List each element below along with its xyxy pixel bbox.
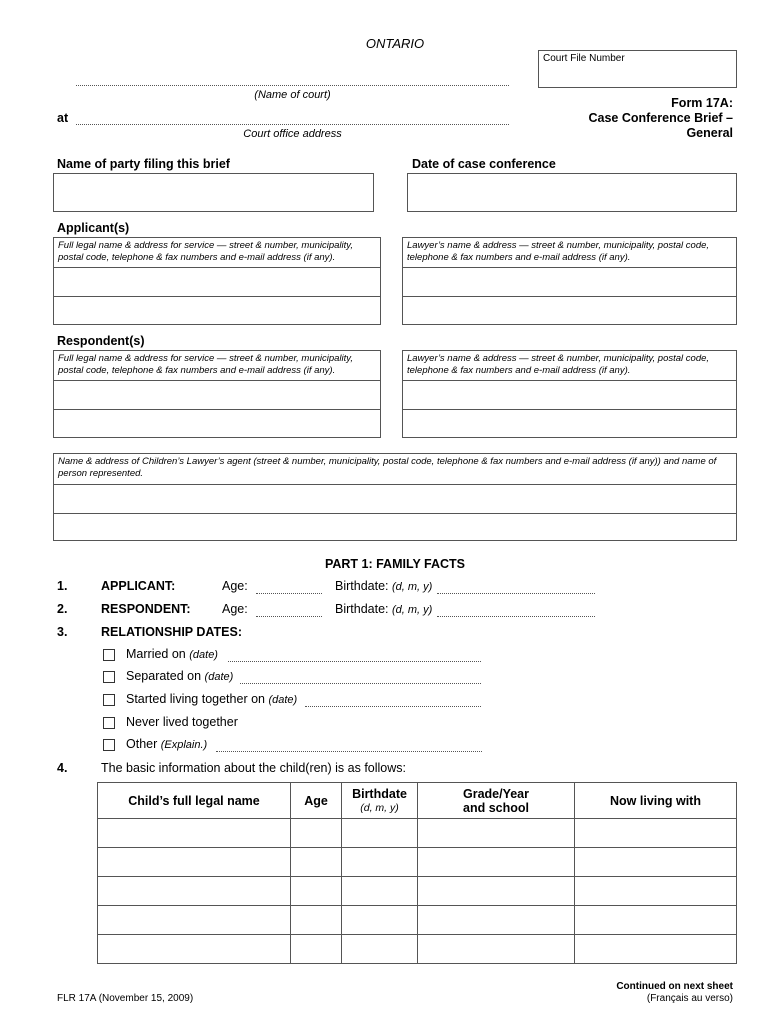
- item-2-number: 2.: [57, 602, 68, 616]
- table-cell[interactable]: [291, 848, 342, 877]
- table-cell[interactable]: [575, 848, 737, 877]
- court-file-number-field[interactable]: [538, 50, 737, 88]
- court-office-caption: Court office address: [243, 128, 342, 140]
- living-with-header: Now living with: [575, 783, 737, 819]
- table-cell[interactable]: [291, 819, 342, 848]
- table-cell[interactable]: [98, 819, 291, 848]
- applicant-label: APPLICANT:: [101, 579, 176, 593]
- separated-date-line[interactable]: [240, 683, 481, 684]
- item-4-number: 4.: [57, 761, 68, 775]
- married-checkbox[interactable]: [103, 649, 115, 661]
- table-cell[interactable]: [98, 848, 291, 877]
- respondent-label: RESPONDENT:: [101, 602, 191, 616]
- table-cell[interactable]: [575, 877, 737, 906]
- birthdate-header: Birthdate (d, m, y): [342, 783, 418, 819]
- children-table-header: [98, 783, 737, 819]
- table-cell[interactable]: [98, 906, 291, 935]
- table-cell[interactable]: [291, 906, 342, 935]
- table-cell[interactable]: [98, 935, 291, 964]
- form-id: FLR 17A (November 15, 2009): [57, 993, 194, 1004]
- court-file-number-label: Court File Number: [543, 53, 625, 64]
- form-number: Form 17A:: [671, 96, 733, 110]
- table-cell[interactable]: [418, 935, 575, 964]
- childrens-lawyer-box[interactable]: [53, 453, 737, 541]
- living-together-label: Started living together on (date): [126, 692, 298, 706]
- table-cell[interactable]: [418, 848, 575, 877]
- respondent-birthdate-label: Birthdate: (d, m, y): [335, 602, 433, 616]
- children-table: [97, 782, 737, 964]
- table-cell[interactable]: [342, 877, 418, 906]
- applicant-age-line[interactable]: [256, 593, 322, 594]
- form-title-line-1: Case Conference Brief –: [588, 111, 733, 125]
- other-label: Other (Explain.): [126, 737, 208, 751]
- respondent-lawyer-box[interactable]: [402, 350, 737, 438]
- table-cell[interactable]: [291, 935, 342, 964]
- respondent-lawyer-hint: Lawyer’s name & address — street & number, municipality, postal code, telephone & fax numbers and e-mail address (if any).: [407, 353, 710, 376]
- table-cell[interactable]: [575, 819, 737, 848]
- case-conference-date-field[interactable]: [407, 173, 737, 212]
- applicant-age-label: Age:: [222, 579, 248, 593]
- table-cell[interactable]: [418, 819, 575, 848]
- child-name-header: Child’s full legal name: [98, 783, 291, 819]
- table-cell[interactable]: [575, 906, 737, 935]
- table-row: [98, 848, 737, 877]
- respondent-age-line[interactable]: [256, 616, 322, 617]
- applicant-party-hint: Full legal name & address for service — street & number, municipality, postal code, telephone & fax numbers and e-mail address (if any).: [58, 240, 353, 263]
- age-header: Age: [291, 783, 342, 819]
- table-row: [98, 935, 737, 964]
- item-1-number: 1.: [57, 579, 68, 593]
- continued-note: Continued on next sheet: [616, 981, 733, 992]
- table-cell[interactable]: [342, 935, 418, 964]
- table-cell[interactable]: [291, 877, 342, 906]
- relationship-dates-label: RELATIONSHIP DATES:: [101, 625, 242, 639]
- other-explain-line[interactable]: [216, 751, 482, 752]
- applicant-lawyer-hint: Lawyer’s name & address — street & number, municipality, postal code, telephone & fax numbers and e-mail address (if any).: [407, 240, 710, 263]
- form-title-line-2: General: [686, 126, 733, 140]
- table-cell[interactable]: [342, 819, 418, 848]
- childrens-lawyer-hint: Name & address of Children’s Lawyer’s agent (street & number, municipality, postal code, telephone & fax numbers and e-mail address (if any)) and name of person represented.: [58, 456, 717, 479]
- table-row: [98, 906, 737, 935]
- other-checkbox[interactable]: [103, 739, 115, 751]
- item-3-number: 3.: [57, 625, 68, 639]
- never-lived-together-label: Never lived together: [126, 715, 238, 729]
- case-conference-date-label: Date of case conference: [412, 157, 556, 171]
- name-of-court-caption: (Name of court): [254, 89, 331, 101]
- respondent-birthdate-line[interactable]: [437, 616, 595, 617]
- part1-title: PART 1: FAMILY FACTS: [324, 557, 466, 571]
- table-row: [98, 819, 737, 848]
- applicant-party-box[interactable]: [53, 237, 381, 325]
- court-office-address-line[interactable]: [76, 124, 509, 125]
- respondent-age-label: Age:: [222, 602, 248, 616]
- children-intro: The basic information about the child(ren) is as follows:: [101, 761, 407, 775]
- separated-label: Separated on (date): [126, 669, 234, 683]
- never-lived-together-checkbox[interactable]: [103, 717, 115, 729]
- applicants-heading: Applicant(s): [57, 221, 130, 235]
- respondents-heading: Respondent(s): [57, 334, 145, 348]
- grade-school-header: Grade/Year and school: [418, 783, 575, 819]
- separated-checkbox[interactable]: [103, 671, 115, 683]
- respondent-party-box[interactable]: [53, 350, 381, 438]
- respondent-party-hint: Full legal name & address for service — street & number, municipality, postal code, telephone & fax numbers and e-mail address (if any).: [58, 353, 353, 376]
- married-label: Married on (date): [126, 647, 218, 661]
- applicant-birthdate-label: Birthdate: (d, m, y): [335, 579, 433, 593]
- living-together-date-line[interactable]: [305, 706, 481, 707]
- table-cell[interactable]: [418, 906, 575, 935]
- table-cell[interactable]: [575, 935, 737, 964]
- table-cell[interactable]: [342, 906, 418, 935]
- table-row: [98, 877, 737, 906]
- applicant-lawyer-box[interactable]: [402, 237, 737, 325]
- married-date-line[interactable]: [228, 661, 481, 662]
- party-filing-field[interactable]: [53, 173, 374, 212]
- name-of-court-line[interactable]: [76, 85, 509, 86]
- applicant-birthdate-line[interactable]: [437, 593, 595, 594]
- table-cell[interactable]: [418, 877, 575, 906]
- french-note: (Français au verso): [646, 993, 733, 1004]
- at-label: at: [57, 111, 69, 125]
- table-cell[interactable]: [98, 877, 291, 906]
- party-filing-label: Name of party filing this brief: [57, 157, 230, 171]
- table-cell[interactable]: [342, 848, 418, 877]
- province-title: ONTARIO: [365, 36, 425, 51]
- living-together-checkbox[interactable]: [103, 694, 115, 706]
